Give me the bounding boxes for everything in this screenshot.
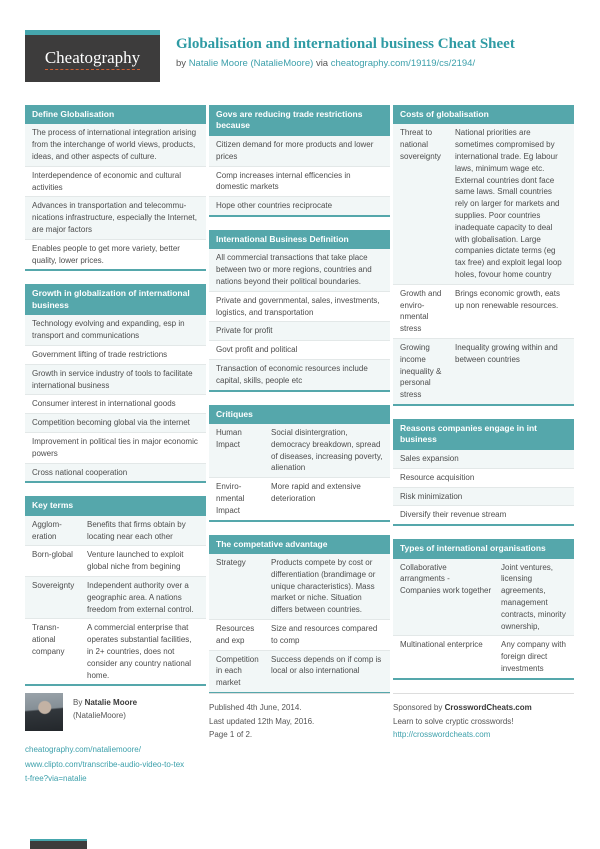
definition-cell: Products compete by cost or differentiation (brandimage or unique characteristics). Mass market or niche. Situation differs between countries.	[271, 558, 376, 615]
list-item: Technology evolving and expanding, esp in transport and communications	[25, 315, 206, 345]
definition-cell: National priorities are sometimes compromised by international trade. Eg labour laws, minimum wage etc. External countries dont face same laws. Small countries rely on larger for markets and supplies. Poor countries inadequate capacity to deal with globalisation. Large companies dictate terms (eg tax free) and exploit legal loop holes, fovour home country	[455, 128, 562, 280]
section	[209, 105, 390, 217]
author-block	[25, 693, 206, 731]
list-item: Citizen demand for more products and lower prices	[209, 136, 390, 166]
section	[25, 496, 206, 686]
author-by-label: By	[73, 698, 83, 707]
list-item: All commercial transactions that take place between two or more regions, countries and nations beyond their political boundaries.	[209, 249, 390, 290]
definition-cell: Venture launched to exploit global niche from begining	[87, 550, 184, 572]
sponsor-prefix: Sponsored by	[393, 703, 443, 712]
section-title: The competative advantage	[209, 535, 390, 554]
list-item: Govt profit and political	[209, 340, 390, 359]
section-title: Key terms	[25, 496, 206, 515]
column-1	[25, 105, 206, 699]
section-title: International Business Definition	[209, 230, 390, 249]
list-item: Private for profit	[209, 321, 390, 340]
section-title: Growth in globalization of international business	[25, 284, 206, 315]
sheet-url-link[interactable]: cheatography.com/19119/cs/2194/	[330, 57, 476, 69]
list-item: Advances in transportation and telecommunications infrastructure, especially the Internet, are major factors	[25, 196, 206, 238]
section-title: Reasons companies engage in int business	[393, 419, 574, 450]
columns-container	[25, 105, 575, 707]
list-item: Sales expansion	[393, 450, 574, 468]
section	[393, 539, 574, 680]
list-item: Consumer interest in international goods	[25, 394, 206, 413]
list-item: Transaction of economic resources include capital, skills, people etc	[209, 359, 390, 390]
section	[209, 405, 390, 522]
list-item: Competition becoming global via the internet	[25, 413, 206, 432]
list-item: Diversify their revenue stream	[393, 505, 574, 524]
author-profile-link[interactable]: cheatography.com/nataliemoore/	[25, 745, 141, 754]
section-body	[393, 559, 574, 678]
term-cell: Growth and environmental stress	[400, 288, 442, 334]
section	[393, 419, 574, 526]
table-row	[393, 559, 574, 636]
cheatography-logo-text: Cheatography	[45, 48, 140, 70]
section-body	[25, 516, 206, 685]
table-row	[209, 650, 390, 692]
definition-cell: Success depends on if comp is local or also international	[271, 654, 382, 676]
list-item: Comp increases internal efficencies in domestic markets	[209, 166, 390, 197]
section	[25, 105, 206, 271]
table-row	[209, 619, 390, 650]
author-handle: (NatalieMoore)	[73, 711, 126, 720]
term-cell: Transnational company	[32, 623, 65, 656]
term-cell: Sovereignty	[32, 581, 75, 590]
footer-publish-column	[209, 693, 390, 742]
table-row	[393, 124, 574, 283]
table-row	[393, 284, 574, 338]
term-cell: Agglomeration	[32, 519, 62, 541]
section-title: Govs are reducing trade restrictions because	[209, 105, 390, 136]
term-cell: Environmental Impact	[216, 482, 245, 515]
list-item: The process of international integration arising from the interchange of world views, products, ideas, and other aspects of culture.	[25, 124, 206, 165]
section-body	[25, 315, 206, 481]
list-item: Enables people to get more variety, better quality, lower prices.	[25, 239, 206, 270]
section	[25, 284, 206, 483]
author-lines	[73, 693, 137, 722]
author-link[interactable]: Natalie Moore (NatalieMoore)	[188, 57, 314, 69]
list-item: Private and governmental, sales, investments, logistics, and transportation	[209, 291, 390, 322]
definition-cell: A commercial enterprise that operates substantial facilities, in 2+ countries, does not consider any country national home.	[87, 623, 192, 680]
list-item: Risk minimization	[393, 487, 574, 506]
definition-cell: Brings economic growth, eats up non renewable resources.	[455, 288, 560, 310]
list-item: Cross national cooperation	[25, 463, 206, 482]
published-date: Published 4th June, 2014.	[209, 703, 302, 712]
page-header	[25, 30, 575, 82]
table-row	[25, 576, 206, 618]
table-row	[209, 477, 390, 519]
section	[393, 105, 574, 406]
section-body	[25, 124, 206, 269]
page-title: Globalisation and international business Cheat Sheet	[176, 36, 515, 52]
table-row	[393, 635, 574, 677]
byline	[176, 58, 515, 69]
definition-cell: Social disintergration, democracy breakdown, spread of diseases, increasing poverty, alienation	[271, 428, 383, 473]
section-title: Types of international organisations	[393, 539, 574, 558]
term-cell: Competition in each market	[216, 654, 259, 688]
sponsor-tagline: Learn to solve cryptic crosswords!	[393, 716, 514, 726]
author-avatar[interactable]	[25, 693, 63, 731]
column-3	[393, 105, 574, 693]
term-cell: Resources and exp	[216, 624, 255, 645]
section-title: Define Globalisation	[25, 105, 206, 124]
definition-cell: Inequality growing within and between countries	[455, 343, 558, 364]
author-name: Natalie Moore	[84, 698, 138, 707]
section-body	[393, 124, 574, 404]
list-item: Hope other countries reciprocate	[209, 196, 390, 215]
definition-cell: More rapid and extensive deterioration	[271, 482, 361, 504]
section-body	[209, 136, 390, 215]
author-extra-link[interactable]: www.clipto.com/transcribe-audio-video-to-text-free?via=natalie	[25, 759, 185, 783]
table-row	[209, 554, 390, 619]
section-body	[209, 249, 390, 389]
term-cell: Strategy	[216, 558, 246, 568]
cheatography-logo[interactable]	[25, 30, 160, 82]
list-item: Resource acquisition	[393, 468, 574, 487]
term-cell: Multinational enterprice	[400, 640, 483, 650]
section-body	[209, 424, 390, 520]
definition-cell: Benefits that firms obtain by locating near each other	[87, 519, 186, 541]
table-row	[393, 338, 574, 404]
list-item: Improvement in political ties in major economic powers	[25, 432, 206, 463]
term-cell: Threat to national sovereignty	[400, 128, 441, 162]
list-item: Interdependence of economic and cultural activities	[25, 166, 206, 197]
section-body	[209, 554, 390, 692]
table-row	[209, 424, 390, 477]
section-title: Critiques	[209, 405, 390, 424]
table-row	[25, 516, 206, 546]
sponsor-link[interactable]: http://crosswordcheats.com	[393, 730, 491, 739]
list-item: Growth in service industry of tools to facilitate international business	[25, 364, 206, 395]
term-cell: Collaborative arrangments - Companies work together	[400, 562, 492, 596]
term-cell: Growing income inequality & personal stress	[400, 343, 442, 400]
sponsor-name: CrosswordCheats.com	[444, 703, 532, 712]
table-row	[25, 545, 206, 576]
section-body	[393, 450, 574, 524]
column-2	[209, 105, 390, 707]
author-links	[25, 743, 206, 787]
term-cell: Born-global	[32, 550, 73, 560]
list-item: Government lifting of trade restrictions	[25, 345, 206, 364]
term-cell: Human Impact	[216, 428, 242, 449]
header-text	[176, 30, 515, 69]
section-title: Costs of globalisation	[393, 105, 574, 124]
updated-date: Last updated 12th May, 2016.	[209, 716, 315, 726]
section	[209, 230, 390, 392]
byline-via: via	[315, 57, 329, 69]
table-row	[25, 618, 206, 684]
footer-author-column	[25, 693, 206, 787]
definition-cell: Size and resources compared to comp	[271, 624, 378, 645]
footer-sponsor-column	[393, 693, 574, 742]
next-page-logo-stub	[30, 839, 87, 849]
page-number: Page 1 of 2.	[209, 730, 253, 739]
definition-cell: Any company with foreign direct investments	[501, 640, 566, 673]
page-footer	[25, 693, 575, 787]
byline-prefix: by	[176, 57, 187, 69]
section	[209, 535, 390, 694]
definition-cell: Joint ventures, licensing agreements, management contracts, minority ownership,	[501, 562, 566, 631]
definition-cell: Independent authority over a geographic area. A nations freedom from external control.	[87, 581, 194, 614]
